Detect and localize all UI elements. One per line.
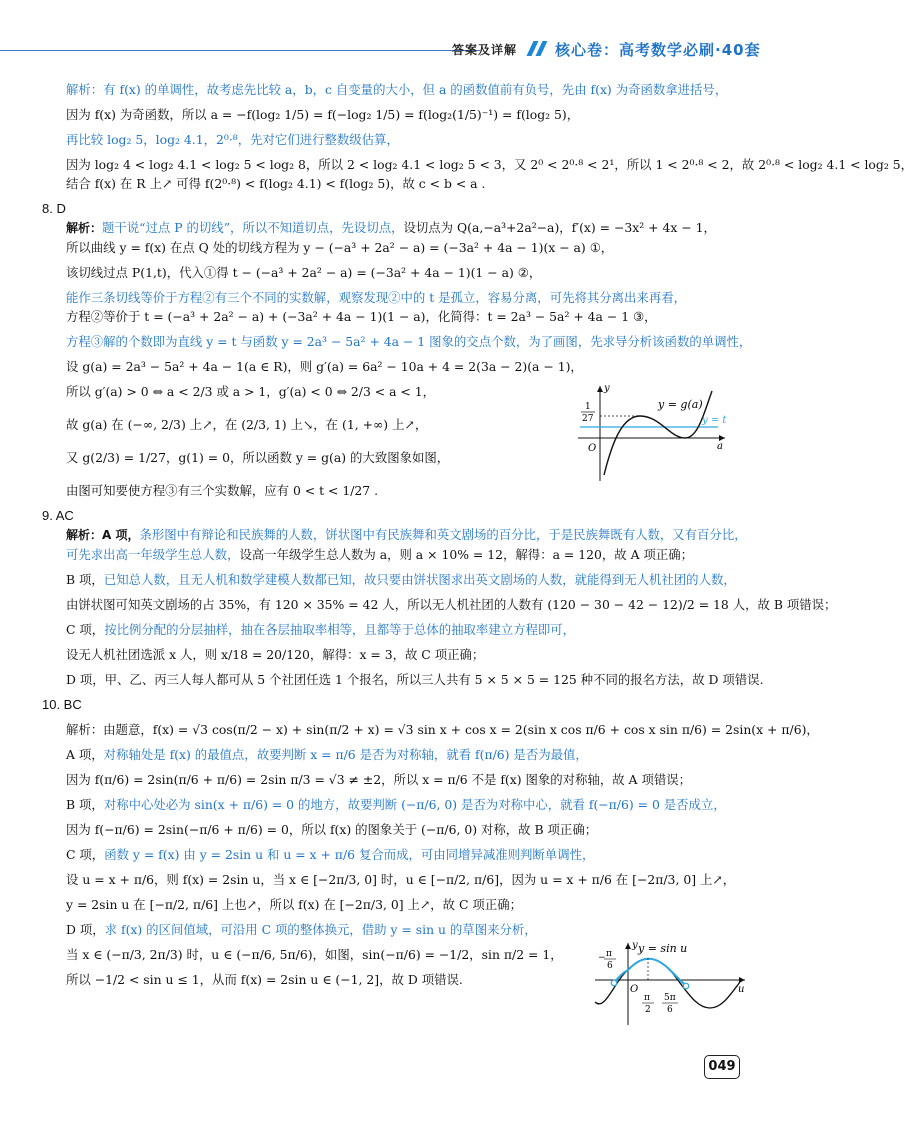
q9-b-label: B 项，	[66, 572, 104, 587]
q10-hint-c: 函数 y = f(x) 由 y = 2sin u 和 u = x + π/6 复合而成，可由同增异减准则判断单调性，	[104, 847, 595, 862]
neg-tick-den: 6	[607, 961, 613, 971]
q8-line-6: 方程③解的个数即为直线 y = t 与函数 y = 2a³ − 5a² + 4a − 1 图象的交点个数，为了画图，先求导分析该函数的单调性，	[66, 334, 752, 349]
q10-hint-a: 对称轴处是 f(x) 的最值点，故要判断 x = π/6 是否为对称轴，就看 f(π/6) 是否为最值，	[103, 747, 588, 762]
y-axis-arrow-icon	[597, 386, 603, 392]
q9-line-1	[66, 525, 746, 545]
q8-line-7: 设 g(a) = 2a³ − 5a² + 4a − 1(a ∈ R)，则 g′(a) = 6a² − 10a + 4 = 2(3a − 2)(a − 1)，	[66, 359, 583, 374]
q7-line-4: 因为 log₂ 4 < log₂ 4.1 < log₂ 5 < log₂ 8，所以 2 < log₂ 4.1 < log₂ 5 < 3，又 2⁰ < 2⁰·⁸ < 2¹，所以 1 < 2⁰·⁸ < 2，故 2⁰·⁸ < log₂ 4.1 < log₂ 5，	[66, 157, 913, 172]
q8-line-10: 又 g(2/3) = 1/27，g(1) = 0，所以函数 y = g(a) 的大致图象如图，	[66, 450, 450, 465]
q9-hint-c: 按比例分配的分层抽样，抽在各层抽取率相等，且都等于总体的抽取率建立方程即可，	[104, 622, 576, 637]
q7-line-1: 解析：有 f(x) 的单调性，故考虑先比较 a，b，c 自变量的大小，但 a 的函数值前有负号，先由 f(x) 为奇函数拿进括号，	[66, 82, 728, 97]
q10-line-11: 所以 −1/2 < sin u ≤ 1，从而 f(x) = 2sin u ∈ (−1, 2]，故 D 项错误.	[66, 972, 463, 987]
q8-setup: 设切点为 Q(a,−a³+2a²−a)，f′(x) = −3x² + 4x − 1，	[403, 220, 716, 235]
q9-label: 解析：A 项，	[66, 528, 140, 542]
q10-number: 10. BC	[42, 697, 82, 712]
y-axis-label: y	[604, 383, 610, 394]
tick-denominator: 27	[582, 414, 594, 424]
q10-line-9	[66, 920, 746, 939]
q9-line-3	[66, 570, 746, 589]
tick-numerator: 1	[585, 402, 591, 412]
neg-tick-num: π	[606, 949, 612, 959]
page-number: 049	[704, 1055, 740, 1079]
q10-b-label: B 项，	[66, 797, 104, 812]
curve-label: y = g(a)	[658, 398, 703, 411]
q10-line-8: y = 2sin u 在 [−π/2, π/6] 上也↗，所以 f(x) 在 [−2π/3, 0] 上↗，故 C 项正确；	[66, 897, 522, 912]
q8-label: 解析：	[66, 221, 103, 235]
q7-line-3: 再比较 log₂ 5，log₂ 4.1，2⁰·⁸，先对它们进行整数级估算，	[66, 132, 399, 147]
mid-tick-den: 2	[645, 1005, 651, 1015]
origin-2-label: O	[630, 984, 639, 995]
q8-line-3: 该切线过点 P(1,t)，代入①得 t − (−a³ + 2a² − a) = (−3a² + 4a − 1)(1 − a) ②，	[66, 265, 542, 280]
right-tick-den: 6	[667, 1005, 673, 1015]
a-axis-label: a	[717, 441, 723, 452]
q8-line-2: 所以曲线 y = f(x) 在点 Q 处的切线方程为 y − (−a³ + 2a² − a) = (−3a² + 4a − 1)(x − a) ①，	[66, 240, 614, 255]
cubic-graph-figure	[570, 383, 730, 483]
line-label: y = t	[702, 415, 727, 426]
header-rule	[0, 50, 480, 51]
q10-line-7: 设 u = x + π/6，则 f(x) = 2sin u，当 x ∈ [−2π/3, 0] 时，u ∈ [−π/2, π/6]，因为 u = x + π/6 在 [−2π/3, 0] 上↗，	[66, 872, 736, 887]
q9-line-2	[66, 545, 746, 564]
highlighted-interval	[614, 959, 686, 986]
q9-number: 9. AC	[42, 508, 74, 523]
q8-line-1	[66, 218, 746, 238]
origin-label: O	[588, 443, 597, 454]
sine-graph-figure	[590, 940, 750, 1030]
q8-line-5: 方程②等价于 t = (−a³ + 2a² − a) + (−3a² + 4a − 1)(1 − a)，化简得：t = 2a³ − 5a² + 4a − 1 ③，	[66, 309, 657, 324]
open-endpoint-right	[683, 983, 689, 989]
q8-hint-1: 题干说“过点 P 的切线”，所以不知道切点，先设切点，	[102, 220, 404, 235]
neg-tick-minus: −	[598, 953, 606, 963]
q10-line-3: 因为 f(π/6) = 2sin(π/6 + π/6) = 2sin π/3 = √3 ≠ ±2，所以 x = π/6 不是 f(x) 图象的对称轴，故 A 项错误；	[66, 772, 692, 787]
q9-hint-a: 条形图中有辩论和民族舞的人数，饼状图中有民族舞和英文剧场的百分比，于是民族舞既有人数，又有百分比，	[139, 527, 747, 542]
q9-line-7: D 项，甲、乙、丙三人每人都可从 5 个社团任选 1 个报名，所以三人共有 5 × 5 × 5 = 125 种不同的报名方法，故 D 项错误.	[66, 672, 764, 687]
sine-label: y = sin u	[638, 942, 688, 955]
y-axis-2-label: y	[632, 940, 638, 951]
q9-a-text: 设高一年级学生总人数为 a，则 a × 10% = 12，解得：a = 120，故 A 项正确；	[239, 547, 694, 562]
q7-line-2: 因为 f(x) 为奇函数，所以 a = −f(log₂ 1/5) = f(−log₂ 1/5) = f(log₂(1/5)⁻¹) = f(log₂ 5)，	[66, 107, 580, 122]
q10-line-6	[66, 845, 746, 864]
q10-hint-b: 对称中心处必为 sin(x + π/6) = 0 的地方，故要判断 (−π/6, 0) 是否为对称中心，就看 f(−π/6) = 0 是否成立，	[103, 797, 726, 812]
page-header	[0, 0, 800, 62]
section-title: 答案及详解	[452, 43, 518, 57]
q8-line-11: 由图可知要使方程③有三个实数解，应有 0 < t < 1/27 .	[66, 483, 379, 498]
q8-number: 8. D	[42, 201, 66, 216]
answer-body	[42, 80, 913, 989]
q10-d-label: D 项，	[66, 922, 105, 937]
q10-line-5: 因为 f(−π/6) = 2sin(−π/6 + π/6) = 0，所以 f(x) 的图象关于 (−π/6, 0) 对称，故 B 项正确；	[66, 822, 598, 837]
q10-line-10: 当 x ∈ (−π/3, 2π/3) 时，u ∈ (−π/6, 5π/6)，如图，sin(−π/6) = −1/2，sin π/2 = 1，	[66, 947, 563, 962]
q10-line-4	[66, 795, 746, 814]
q9-line-6: 设无人机社团选派 x 人，则 x/18 = 20/120，解得：x = 3，故 C 项正确；	[66, 647, 485, 662]
q10-line-1: 解析：由题意，f(x) = √3 cos(π/2 − x) + sin(π/2 + x) = √3 sin x + cos x = 2(sin x cos π/6 + cos x sin π/6) = 2sin(x + π/6)，	[66, 722, 819, 737]
q9-line-5	[66, 620, 746, 639]
q10-a-label: A 项，	[66, 747, 104, 762]
q9-hint-b: 已知总人数，且无人机和数学建模人数都已知，故只要由饼状图求出英文剧场的人数，就能得到无人机社团的人数，	[103, 572, 736, 587]
q8-line-9: 故 g(a) 在 (−∞, 2/3) 上↗，在 (2/3, 1) 上↘，在 (1, +∞) 上↗，	[66, 417, 428, 432]
mid-tick-num: π	[644, 993, 650, 1003]
q7-line-5: 结合 f(x) 在 R 上↗ 可得 f(2⁰·⁸) < f(log₂ 4.1) < f(log₂ 5)，故 c < b < a .	[66, 176, 486, 191]
open-endpoint-left	[611, 980, 617, 986]
q10-hint-d: 求 f(x) 的区间值域，可沿用 C 项的整体换元，借助 y = sin u 的草图来分析，	[104, 922, 537, 937]
q9-hint-a2: 可先求出高一年级学生总人数，	[66, 547, 240, 562]
book-title: 核心卷：高考数学必刷·40套	[555, 41, 761, 59]
q8-line-8: 所以 g′(a) > 0 ⇔ a < 2/3 或 a > 1，g′(a) < 0 ⇔ 2/3 < a < 1，	[66, 384, 436, 399]
right-tick-num: 5π	[664, 993, 676, 1003]
q10-line-2	[66, 745, 746, 764]
y-axis-2-arrow-icon	[625, 943, 631, 949]
u-axis-label: u	[738, 984, 745, 995]
q9-line-4: 由饼状图可知英文剧场的占 35%，有 120 × 35% = 42 人，所以无人机社团的人数有 (120 − 30 − 42 − 12)/2 = 18 人，故 B 项错误；	[66, 597, 837, 612]
q9-c-label: C 项，	[66, 622, 105, 637]
q10-c-label: C 项，	[66, 847, 105, 862]
q8-line-4: 能作三条切线等价于方程②有三个不同的实数解，观察发现②中的 t 是孤立，容易分离，可先将其分离出来再看，	[66, 290, 686, 305]
